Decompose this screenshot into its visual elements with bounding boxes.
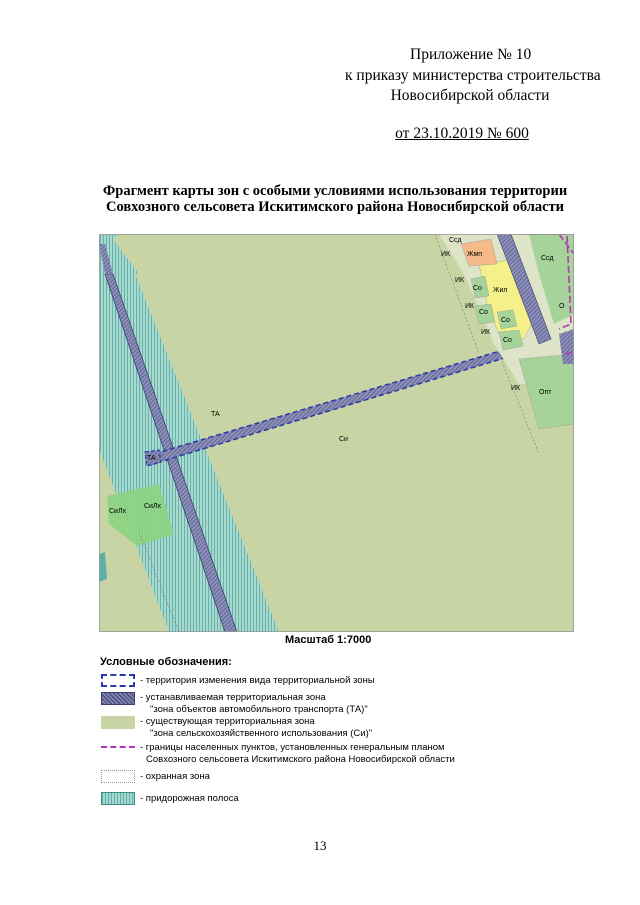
label-ik-1: ИК xyxy=(441,251,451,258)
legend-swatch-roadside xyxy=(101,792,135,805)
label-ta-2: ТА xyxy=(147,455,156,462)
legend-text-ta: - устанавливаемая территориальная зона xyxy=(140,692,326,703)
legend-text-si-desc: "зона сельскохозяйственного использования (Си)" xyxy=(150,728,373,739)
label-so-2: Со xyxy=(479,309,488,316)
label-ik-2: ИК xyxy=(455,277,465,284)
label-zhm: Жмп xyxy=(467,251,483,258)
label-ssd-1: Ссд xyxy=(449,237,462,244)
legend-text-ta-desc: "зона объектов автомобильного транспорта (ТА)" xyxy=(150,704,368,715)
page-number: 13 xyxy=(313,838,327,853)
label-opt: Опт xyxy=(539,389,552,396)
appendix-number: Приложение № 10 xyxy=(410,46,532,63)
label-ik-5: ИК xyxy=(511,385,521,392)
label-zhil: Жил xyxy=(493,287,508,294)
legend-swatch-boundary xyxy=(101,746,135,748)
region-name: Новосибирской области xyxy=(390,87,550,104)
document-title-line1: Фрагмент карты зон с особыми условиями использования территории xyxy=(102,183,568,199)
label-ik-4: ИК xyxy=(481,329,491,336)
legend-text-boundary: - границы населенных пунктов, установленных генеральным планом xyxy=(140,742,445,753)
legend-title: Условные обозначения: xyxy=(100,656,232,668)
label-o: О xyxy=(559,303,565,310)
legend-text-si: - существующая территориальная зона xyxy=(140,716,315,727)
label-ssd-2: Ссд xyxy=(541,255,554,262)
label-silkh-1: СиЛх xyxy=(109,508,127,515)
order-reference: к приказу министерства строительства xyxy=(345,67,601,84)
legend-text-protection: - охранная зона xyxy=(140,771,210,782)
legend-swatch-ta xyxy=(101,692,135,705)
legend-text-boundary-desc: Совхозного сельсовета Искитимского района Новосибирской области xyxy=(146,754,455,765)
label-so-4: Со xyxy=(503,337,512,344)
label-silkh-2: СиЛх xyxy=(144,503,162,510)
legend-text-change: - территория изменения вида территориальной зоны xyxy=(140,675,375,686)
document-title-line2: Совхозного сельсовета Искитимского района Новосибирской области xyxy=(105,199,565,215)
map-scale: Масштаб 1:7000 xyxy=(285,634,372,646)
label-ta-1: ТА xyxy=(211,411,220,418)
label-si: Си xyxy=(339,436,348,443)
legend-text-roadside: - придорожная полоса xyxy=(140,793,239,804)
legend-swatch-protection xyxy=(101,770,135,783)
label-so-1: Со xyxy=(473,285,482,292)
label-so-3: Со xyxy=(501,317,510,324)
legend-swatch-si xyxy=(101,716,135,729)
label-ik-3: ИК xyxy=(465,303,475,310)
legend-swatch-change xyxy=(101,674,135,687)
zone-map[interactable] xyxy=(99,234,574,632)
order-date: от 23.10.2019 № 600 xyxy=(395,125,529,142)
